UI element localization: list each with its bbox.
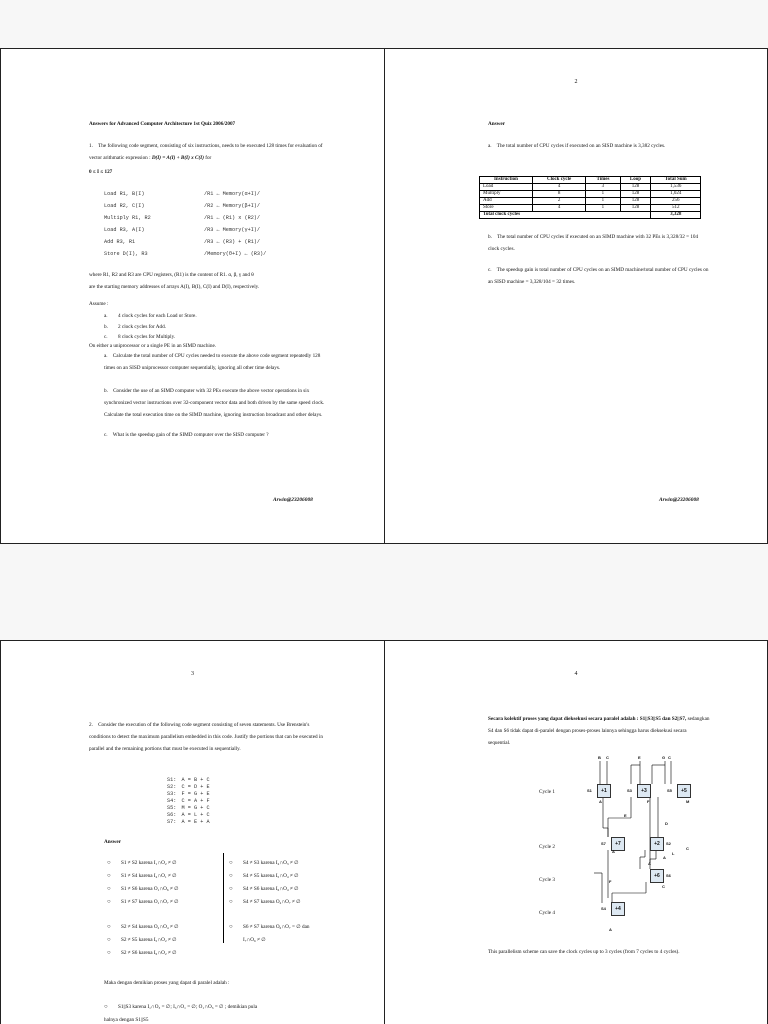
- dependency-text: S1 ≠ S4 karena I₄∩O₁ ≠ ∅: [121, 873, 177, 879]
- bullet-icon: ○: [104, 1004, 108, 1010]
- dependency-item: [229, 883, 310, 896]
- assumption-text: 4 clock cycles for each Load or Store.: [118, 313, 197, 319]
- table-cell: 128: [620, 191, 651, 198]
- statement: S7: A = E + A: [167, 819, 210, 825]
- page-1: [0, 48, 385, 544]
- table-cell: 128: [620, 184, 651, 191]
- cycle-savings: This parallelism scheme can save the clock cycles up to 3 cycles (from 7 cycles to 4 cycles).: [488, 949, 680, 955]
- dependency-text: S2 ≠ S6 karena I₆∩O₂ ≠ ∅: [121, 950, 177, 956]
- total-value: 3,328: [651, 212, 701, 219]
- page-number: 4: [574, 671, 578, 677]
- variable-label: A: [599, 799, 602, 804]
- table-cell: 1: [586, 205, 620, 212]
- bullet-icon: ○: [107, 899, 111, 905]
- dependency-text: S6 ≠ S7 karena O₆∩O₇ = ∅ dan: [243, 924, 310, 930]
- variable-label: A: [612, 849, 615, 854]
- bullet-icon: ○: [107, 924, 111, 930]
- variable-label: D: [665, 821, 668, 826]
- bullet-icon: ○: [229, 860, 233, 866]
- page-number: 2: [574, 79, 578, 85]
- table-cell: 128: [620, 205, 651, 212]
- dependency-text: S1 ≠ S7 karena O₁∩O₇ ≠ ∅: [121, 899, 179, 905]
- page-2: [384, 48, 768, 544]
- vector-expression: D(I) = A(I) + B(I) x C(I): [151, 155, 204, 161]
- question-a: a. Calculate the total number of CPU cycles needed to execute the above code segment repeatedly 128 times on an SISD uniprocessor computer sequentially, ignoring all other time delays.: [104, 353, 321, 371]
- code-comment: /R3 ← Memory(γ+I)/: [204, 227, 261, 233]
- node-s5-label: S5: [667, 788, 672, 793]
- answer-b: b. The total number of CPU cycles if executed on an SIMD machine with 32 PEs is 3,328/32 = 104 clock cycles.: [488, 234, 699, 252]
- cycle-4-label: Cycle 4: [539, 910, 555, 916]
- dependency-item: [107, 870, 179, 883]
- bullet-icon: ○: [107, 950, 111, 956]
- dependency-text: I₇∩O₆ ≠ ∅: [243, 937, 266, 943]
- table-cell: 256: [651, 198, 701, 205]
- page-title: Answers for Advanced Computer Architecture 1st Quiz 2006/2007: [89, 121, 236, 127]
- column-divider: [223, 853, 224, 943]
- cycle-2-label: Cycle 2: [539, 844, 555, 850]
- node-s4: +4: [611, 902, 625, 916]
- code-instruction: Add R3, R1: [104, 239, 136, 245]
- dependency-text: S4 ≠ S7 karena O₄∩O₇ ≠ ∅: [243, 899, 301, 905]
- node-s6: +6: [650, 869, 664, 883]
- cycle-table: [479, 176, 701, 219]
- statement: S5: M = G + C: [167, 805, 210, 811]
- statement: S1: A = B + C: [167, 777, 210, 783]
- statement-list: [167, 777, 210, 826]
- variable-label: G: [662, 755, 666, 760]
- page-4: [384, 640, 768, 1024]
- dependency-item: [229, 857, 310, 870]
- dataflow-diagram: [580, 753, 700, 913]
- assumption-key: b.: [104, 323, 108, 330]
- node-s2-label: S2: [666, 841, 671, 846]
- table-cell: 1,536: [651, 184, 701, 191]
- bullet-icon: ○: [107, 873, 111, 879]
- code-line: [104, 248, 304, 260]
- assumption-item: [104, 311, 197, 322]
- dependency-item: [107, 921, 179, 934]
- table-cell: 2: [532, 198, 586, 205]
- assume-label: Assume :: [89, 301, 109, 307]
- code-comment: /R1 ← (R1) x (R2)/: [204, 215, 261, 221]
- machine-note: On either a uniprocessor or a single PE in an SIMD machine.: [89, 343, 217, 349]
- table-header-row: [480, 177, 701, 184]
- node-s7: +7: [611, 837, 625, 851]
- statement: S2: C = D + E: [167, 784, 210, 790]
- node-s1-label: S1: [587, 788, 592, 793]
- variable-label: B: [598, 755, 601, 760]
- bullet-icon: ○: [107, 937, 111, 943]
- question-2: 2. Consider the execution of the following code segment consisting of seven statements. Use Brenstein's conditions to detect the maximum parallelism embedded in this code. Justify the portions that can be executed in parallel and the remaining portions that must be executed in sequentially.: [89, 722, 323, 752]
- dependency-list-right: [229, 857, 310, 947]
- variable-label: A: [609, 927, 612, 932]
- dependency-text: S2 ≠ S4 karena O₂∩O₄ ≠ ∅: [121, 924, 179, 930]
- code-line: [104, 200, 304, 212]
- dependency-list-left: [107, 857, 179, 960]
- dependency-item: [229, 896, 310, 909]
- node-s5: +5: [677, 784, 691, 798]
- table-cell: 4: [532, 184, 586, 191]
- table-header: Times: [586, 177, 620, 184]
- final-parallel: ○ S1||S3 karena I₁∩O₃ = ∅; I₃∩O₁ = ∅; O₁∩O₃ = ∅ ; demikian pula halnya dengan S1||S5: [104, 1001, 334, 1024]
- variable-label: C: [662, 884, 665, 889]
- code-instruction: Load R3, A(I): [104, 227, 145, 233]
- variable-label: F: [647, 799, 650, 804]
- bullet-icon: ○: [229, 899, 233, 905]
- node-s7-label: S7: [601, 841, 606, 846]
- assumption-item: [104, 332, 197, 343]
- bullet-icon: ○: [107, 860, 111, 866]
- dependency-item: [229, 934, 310, 947]
- answer-heading: Answer: [488, 121, 506, 127]
- table-cell: 4: [532, 205, 586, 212]
- variable-label: C: [606, 755, 609, 760]
- code-comment: /R2 ← Memory(β+I)/: [204, 203, 261, 209]
- table-cell: Add: [480, 198, 533, 205]
- code-line: [104, 236, 304, 248]
- variable-label: C: [686, 846, 689, 851]
- signature: Arwin@23206008: [273, 497, 313, 503]
- dependency-item: [229, 921, 310, 934]
- answer-heading: Answer: [104, 839, 122, 845]
- code-instruction: Load R1, B(I): [104, 191, 145, 197]
- assumption-key: c.: [104, 334, 108, 340]
- assumption-item: [104, 322, 197, 333]
- page-number: 3: [191, 671, 194, 677]
- signature: Arwin@23206008: [659, 497, 699, 503]
- dependency-text: S2 ≠ S5 karena I₅∩O₂ ≠ ∅: [121, 937, 177, 943]
- statement: S3: F = G + E: [167, 791, 210, 797]
- node-s1: +1: [597, 784, 611, 798]
- index-range: 0 ≤ I ≤ 127: [89, 169, 113, 175]
- bullet-icon: ○: [229, 873, 233, 879]
- node-s6-label: S6: [666, 873, 671, 878]
- table-total-row: [480, 212, 701, 219]
- node-s3-label: S3: [627, 788, 632, 793]
- variable-label: C: [668, 755, 671, 760]
- node-s3: +3: [637, 784, 651, 798]
- cycle-3-label: Cycle 3: [539, 877, 555, 883]
- dependency-item: [107, 947, 179, 960]
- variable-label: A: [648, 861, 651, 866]
- table-cell: 3: [586, 184, 620, 191]
- conclusion: Maka dengan demikian proses yang dapat di paralel adalah :: [104, 980, 230, 986]
- assumption-text: 2 clock cycles for Add.: [118, 323, 166, 330]
- code-comment: /Memory(θ+I) ← (R3)/: [204, 251, 267, 257]
- node-s2: +2: [650, 837, 664, 851]
- dependency-item: [107, 857, 179, 870]
- table-header: Clock cycle: [532, 177, 586, 184]
- code-line: [104, 188, 304, 200]
- table-cell: 8: [532, 191, 586, 198]
- code-line: [104, 224, 304, 236]
- dependency-text: S1 ≠ S6 karena O₁∩O₆ ≠ ∅: [121, 886, 179, 892]
- table-row: [480, 205, 701, 212]
- dependency-text: S1 ≠ S2 karena I₁∩O₂ ≠ ∅: [121, 860, 177, 866]
- table-cell: 1: [586, 198, 620, 205]
- page-3: [0, 640, 385, 1024]
- variable-label: E: [638, 755, 641, 760]
- code-listing: [104, 188, 304, 260]
- assumption-text: 8 clock cycles for Multiply.: [118, 334, 176, 340]
- code-instruction: Load R2, C(I): [104, 203, 145, 209]
- bullet-icon: ○: [229, 924, 233, 930]
- assumption-key: a.: [104, 313, 108, 319]
- dependency-item: [107, 896, 179, 909]
- dependency-item: [107, 883, 179, 896]
- dependency-item: [229, 870, 310, 883]
- table-cell: 128: [620, 198, 651, 205]
- variable-label: E: [624, 813, 627, 818]
- question-c: c. What is the speedup gain of the SIMD computer over the SISD computer ?: [104, 432, 269, 438]
- code-instruction: Store D(I), R3: [104, 251, 148, 257]
- register-description: where R1, R2 and R3 are CPU registers, (R1) is the content of R1. α, β, γ and θ are the starting memory addresses of arrays A(I), B(I), C(I) and D(I), respectively.: [89, 272, 260, 290]
- table-cell: Load: [480, 184, 533, 191]
- variable-label: L: [672, 851, 675, 856]
- table-cell: Store: [480, 205, 533, 212]
- answer-a: a. The total number of CPU cycles if executed on an SISD machine is 3,382 cycles.: [488, 143, 666, 149]
- cycle-1-label: Cycle 1: [539, 789, 555, 795]
- bullet-icon: ○: [107, 886, 111, 892]
- table-cell: 1,024: [651, 191, 701, 198]
- variable-label: F: [609, 879, 612, 884]
- table-row: [480, 191, 701, 198]
- variable-label: A: [663, 855, 666, 860]
- dependency-text: S4 ≠ S3 karena I₄∩O₃ ≠ ∅: [243, 860, 299, 866]
- code-line: [104, 212, 304, 224]
- table-header: Instruction: [480, 177, 533, 184]
- code-comment: /R3 ← (R3) + (R1)/: [204, 239, 261, 245]
- table-cell: 512: [651, 205, 701, 212]
- node-s4-label: S4: [601, 906, 606, 911]
- question-b: b. Consider the use of an SIMD computer with 32 PEs execute the above vector operations in six synchronized vector instructions over 32-component vector data and both driven by the same speed clock. Calculate the total execution time on the SIMD machine, ignoring instruction broadcast and other delays.: [104, 388, 325, 418]
- table-header: Total Sum: [651, 177, 701, 184]
- parallel-summary: Secara kolektif proses yang dapat dieksekusi secara paralel adalah : S1||S3||S5 dan S2||S7, sedangkan S4 dan S6 tidak dapat di-paralel dengan proses-proses lainnya sehingga harus dieksekusi secara sequential.: [488, 716, 710, 746]
- table-row: [480, 198, 701, 205]
- bullet-icon: ○: [229, 886, 233, 892]
- total-label: Total clock cycles: [480, 212, 651, 219]
- table-cell: 1: [586, 191, 620, 198]
- table-cell: Multiply: [480, 191, 533, 198]
- question-1-intro: 1. The following code segment, consisting of six instructions, needs to be executed 128 times for evaluation of vector arithmatic expression : D(I) = A(I) + B(I) x C(I) for: [89, 143, 323, 161]
- dependency-text: S4 ≠ S5 karena I₅∩O₄ ≠ ∅: [243, 873, 299, 879]
- dependency-item: [107, 934, 179, 947]
- code-comment: /R1 ← Memory(α+I)/: [204, 191, 261, 197]
- assumption-list: [104, 311, 197, 343]
- code-instruction: Multiply R1, R2: [104, 215, 151, 221]
- statement: S6: A = L + C: [167, 812, 210, 818]
- table-row: [480, 184, 701, 191]
- variable-label: M: [686, 799, 690, 804]
- dependency-text: S4 ≠ S6 karena I₆∩O₄ ≠ ∅: [243, 886, 299, 892]
- statement: S4: C = A + F: [167, 798, 210, 804]
- answer-c: c. The speedup gain is total number of CPU cycles on an SIMD machine/total number of CPU cycles on an SISD machine = 3,328/104 = 32 times.: [488, 267, 709, 285]
- table-header: Loop: [620, 177, 651, 184]
